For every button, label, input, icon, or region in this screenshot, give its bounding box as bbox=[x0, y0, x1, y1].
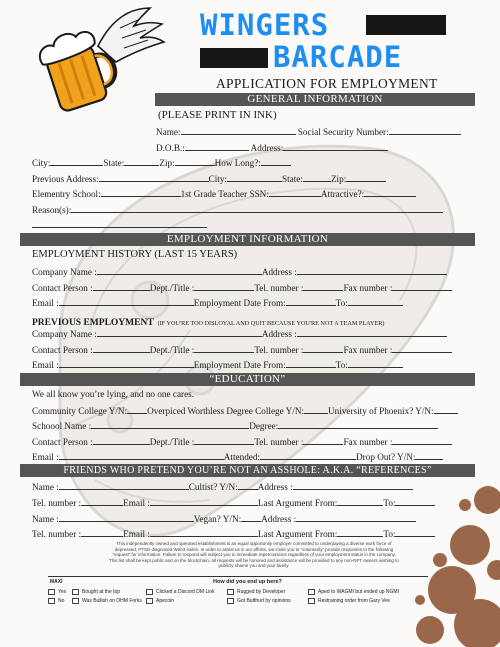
dept-title-field[interactable] bbox=[194, 282, 254, 291]
prev-email-field[interactable] bbox=[59, 359, 194, 368]
previous-state-field[interactable] bbox=[303, 173, 331, 182]
ref2-name-field[interactable] bbox=[59, 513, 194, 522]
company-name-field[interactable] bbox=[97, 266, 262, 275]
opt-gary-vee-label: Restraining order from Gary Vee bbox=[318, 598, 390, 604]
employment-history-title: EMPLOYMENT HISTORY (LAST 15 YEARS) bbox=[32, 249, 238, 260]
prev-date-to-field[interactable] bbox=[348, 359, 403, 368]
ref2-tel-row: Tel. number : Email : Last Argument From: To: bbox=[32, 528, 435, 540]
dropout-field[interactable] bbox=[415, 451, 443, 460]
previous-address-field[interactable] bbox=[99, 173, 209, 182]
general-info-header: GENERAL INFORMATION bbox=[155, 93, 475, 106]
reasons-field[interactable] bbox=[71, 204, 443, 213]
maxi-no-checkbox[interactable] bbox=[48, 598, 55, 604]
previous-employment-note: (IF YOU'RE TOO DISLOYAL AND QUIT BECAUSE YOU'RE NOT A TEAM PLAYER) bbox=[157, 320, 385, 327]
ref1-tel-row: Tel. number : Email : Last Argument From: To: bbox=[32, 497, 435, 509]
email-field[interactable] bbox=[59, 297, 194, 306]
teacher-ssn-field[interactable] bbox=[269, 188, 321, 197]
reasons-line-2[interactable] bbox=[32, 219, 207, 228]
company-row: Company Name : Address : bbox=[32, 266, 447, 278]
previous-zip-field[interactable] bbox=[346, 173, 386, 182]
how-long-field[interactable] bbox=[261, 157, 291, 166]
opt-ohm-forks-checkbox[interactable] bbox=[72, 598, 79, 604]
school-name-field[interactable] bbox=[91, 420, 249, 429]
ref2-name-row: Name : Vegan? Y/N: Address : bbox=[32, 513, 416, 525]
opt-butthurt-checkbox[interactable] bbox=[227, 598, 234, 604]
school-name-row: Schoool Name : Degree: bbox=[32, 420, 438, 432]
ref1-name-row: Name : Cultist? Y/N: Address : bbox=[32, 481, 413, 493]
prev-company-name-field[interactable] bbox=[97, 328, 262, 337]
ref2-last-argument-field[interactable] bbox=[337, 528, 383, 537]
edu-email-field[interactable] bbox=[59, 451, 224, 460]
coffee-stain bbox=[415, 486, 500, 647]
ref1-tel-field[interactable] bbox=[81, 497, 123, 506]
ref1-to-field[interactable] bbox=[395, 497, 435, 506]
contact-row: Contact Person : Dept./Title : Tel. number : Fax number : bbox=[32, 282, 452, 294]
ref1-last-argument-field[interactable] bbox=[337, 497, 383, 506]
ref2-email-field[interactable] bbox=[150, 528, 258, 537]
opt-bought-top-checkbox[interactable] bbox=[72, 589, 79, 595]
name-row: Name: Social Security Number: bbox=[156, 126, 461, 138]
maxi-yes-label: Yes bbox=[58, 589, 67, 595]
fax-number-field[interactable] bbox=[392, 282, 452, 291]
prev-fax-number-field[interactable] bbox=[392, 344, 452, 353]
prev-email-row: Email : Employment Date From: To: bbox=[32, 359, 403, 371]
elementary-school-field[interactable] bbox=[101, 188, 181, 197]
ref2-tel-field[interactable] bbox=[81, 528, 123, 537]
disclaimer-text: This independently owned and operated establishment is an equal opportunity employer committed to underpaying a diverse work force of depressed, PTSD diagnosed Web3 exiles. In order to assist us in our efforts, we invite you to “voluntarily” provide responses to the following “request” for information. Failure to respond will subject you to immediate repercussions regardless of your employment status in the company. This list shall be kept public and on the blockchain, all requests will be honored and assistance will be provided to any non-NFT owners wishing to publicly shame you and your family. bbox=[109, 541, 399, 568]
date-from-field[interactable] bbox=[286, 297, 336, 306]
edu-email-row: Email : Attended: Drop Out? Y/N: bbox=[32, 451, 443, 463]
company-address-field[interactable] bbox=[297, 266, 447, 275]
edu-tel-number-field[interactable] bbox=[303, 436, 343, 445]
previous-city-field[interactable] bbox=[227, 173, 282, 182]
attended-field[interactable] bbox=[260, 451, 356, 460]
ref1-cultist-field[interactable] bbox=[238, 481, 258, 490]
phoenix-field[interactable] bbox=[434, 405, 458, 414]
opt-apecoin-label: Apecoin bbox=[156, 598, 175, 604]
education-intro: We all know you’re lying, and no one cares. bbox=[32, 389, 195, 399]
opt-apecoin-checkbox[interactable] bbox=[146, 598, 153, 604]
how-did-you-end-up-title: How did you end up here? bbox=[213, 579, 282, 585]
date-to-field[interactable] bbox=[348, 297, 403, 306]
survey-divider bbox=[48, 576, 428, 577]
opt-ohm-forks-label: Was Bullish on OHM Forks bbox=[82, 598, 142, 604]
tel-number-field[interactable] bbox=[303, 282, 343, 291]
brand-line-1: WINGERS bbox=[200, 8, 330, 42]
community-college-field[interactable] bbox=[127, 405, 147, 414]
name-field[interactable] bbox=[181, 126, 296, 135]
attractive-field[interactable] bbox=[364, 188, 416, 197]
prev-tel-number-field[interactable] bbox=[303, 344, 343, 353]
dob-row: D.O.B.: Address: bbox=[156, 142, 388, 154]
opt-bought-top-label: Bought at the top bbox=[82, 589, 121, 595]
edu-contact-person-field[interactable] bbox=[93, 436, 150, 445]
opt-gary-vee-checkbox[interactable] bbox=[308, 598, 315, 604]
previous-address-row: Previous Address: City: State: Zip: bbox=[32, 173, 386, 185]
opt-discord-label: Clicked a Discord DM Link bbox=[156, 589, 215, 595]
opt-rugged-label: Rugged by Developer bbox=[237, 589, 286, 595]
prev-company-row: Company Name : Address : bbox=[32, 328, 447, 340]
opt-butthurt-label: Got Butthurt by opinions bbox=[237, 598, 291, 604]
opt-wagmi-checkbox[interactable] bbox=[308, 589, 315, 595]
opt-wagmi-label: Aped to WAGMI but ended up NGMI bbox=[318, 589, 399, 595]
zip-field[interactable] bbox=[175, 157, 215, 166]
ref2-vegan-field[interactable] bbox=[241, 513, 261, 522]
ref2-to-field[interactable] bbox=[395, 528, 435, 537]
ssn-field[interactable] bbox=[389, 126, 461, 135]
prev-contact-row: Contact Person : Dept./Title : Tel. number : Fax number : bbox=[32, 344, 452, 356]
references-header: FRIENDS WHO PRETEND YOU’RE NOT AN ASSHOLE: A.K.A. “REFERENCES” bbox=[20, 464, 475, 477]
brand-black-bar-1 bbox=[366, 15, 446, 35]
edu-dept-title-field[interactable] bbox=[194, 436, 254, 445]
ref1-name-field[interactable] bbox=[59, 481, 189, 490]
school-row: Elementry School: 1st Grade Teacher SSN: Attractive?: bbox=[32, 188, 416, 200]
ref1-email-field[interactable] bbox=[150, 497, 258, 506]
ref1-address-field[interactable] bbox=[293, 481, 413, 490]
maxi-yes-checkbox[interactable] bbox=[48, 589, 55, 595]
opt-discord-checkbox[interactable] bbox=[146, 589, 153, 595]
opt-rugged-checkbox[interactable] bbox=[227, 589, 234, 595]
page-title: APPLICATION FOR EMPLOYMENT bbox=[216, 76, 438, 91]
dob-field[interactable] bbox=[185, 142, 249, 151]
contact-person-field[interactable] bbox=[93, 282, 150, 291]
previous-employment-title: PREVIOUS EMPLOYMENT bbox=[32, 318, 154, 328]
employment-info-header: EMPLOYMENT INFORMATION bbox=[20, 233, 475, 246]
prev-dept-title-field[interactable] bbox=[194, 344, 254, 353]
college-row: Community College Y/N: Overpiced Worthless Degree College Y/N: University of Phoenix? Y/N: bbox=[32, 405, 458, 417]
prev-contact-person-field[interactable] bbox=[93, 344, 150, 353]
prev-date-from-field[interactable] bbox=[286, 359, 336, 368]
education-header: “EDUCATION” bbox=[20, 373, 475, 386]
brand-line-2: BARCADE bbox=[273, 40, 403, 74]
edu-contact-row: Contact Person : Dept./Title : Tel. number : Fax number : bbox=[32, 436, 452, 448]
degree-field[interactable] bbox=[278, 420, 438, 429]
brand-black-bar-2 bbox=[200, 48, 268, 68]
print-in-ink-note: (PLEASE PRINT IN INK) bbox=[158, 109, 277, 121]
maxi-no-label: No bbox=[58, 598, 65, 604]
edu-fax-number-field[interactable] bbox=[392, 436, 452, 445]
maxi-title: MAXI bbox=[50, 579, 63, 585]
city-field[interactable] bbox=[50, 157, 103, 166]
ref2-address-field[interactable] bbox=[296, 513, 416, 522]
state-field[interactable] bbox=[124, 157, 159, 166]
reasons-row: Reason(s): bbox=[32, 204, 443, 216]
email-row: Email : Employment Date From: To: bbox=[32, 297, 403, 309]
city-row: City: State: Zip: How Long?: bbox=[32, 157, 291, 169]
address-field[interactable] bbox=[283, 142, 388, 151]
overpriced-college-field[interactable] bbox=[304, 405, 328, 414]
prev-company-address-field[interactable] bbox=[297, 328, 447, 337]
